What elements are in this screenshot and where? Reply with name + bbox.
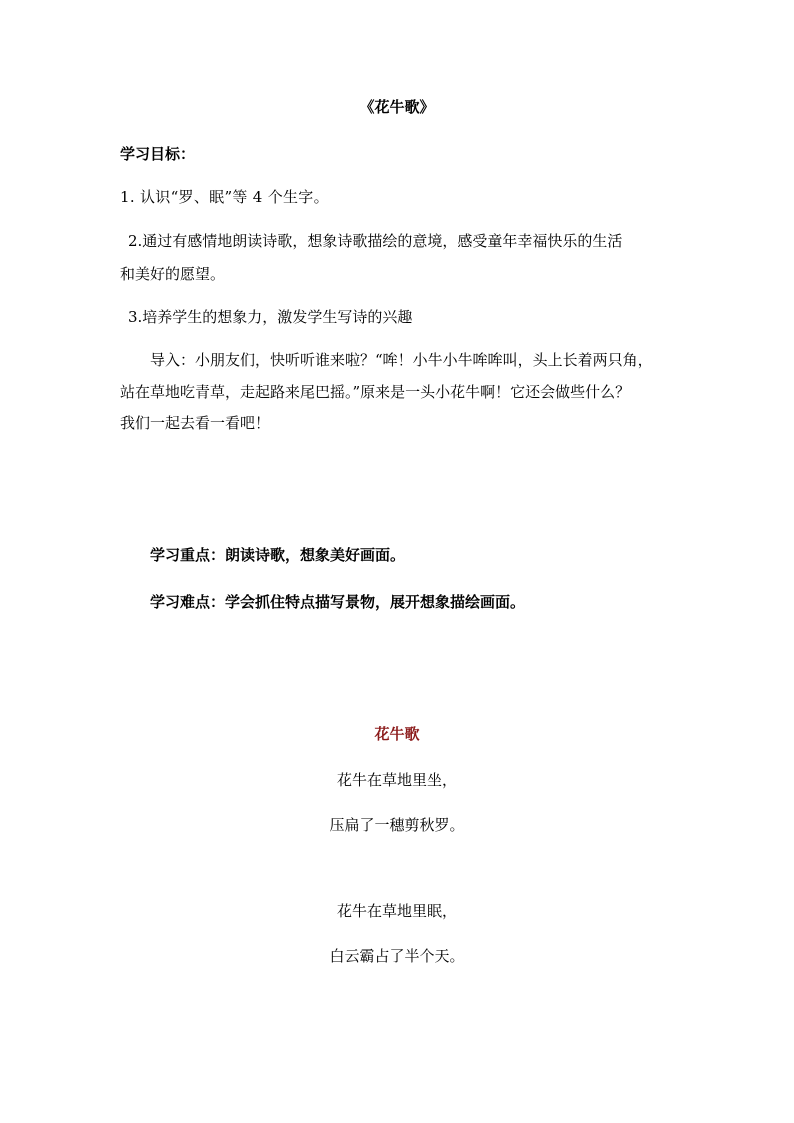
goal-item-3: 3.培养学生的想象力，激发学生写诗的兴趣 (128, 308, 413, 326)
goals-heading: 学习目标： (120, 145, 196, 163)
intro-paragraph-line-2: 站在草地吃青草，走起路来尾巴摇。”原来是一头小花牛啊！它还会做些什么？ (120, 383, 631, 401)
poem-line-1: 花牛在草地里坐， (336, 771, 457, 789)
poem-line-2: 压扁了一穗剪秋罗。 (329, 816, 465, 834)
document-title: 《花牛歌》 (359, 98, 435, 116)
difficulty-point: 学习难点：学会抓住特点描写景物，展开想象描绘画面。 (150, 593, 526, 611)
goal-item-2-continued: 和美好的愿望。 (120, 265, 226, 283)
key-point: 学习重点：朗读诗歌，想象美好画面。 (150, 546, 406, 564)
goal-item-1: 1. 认识“罗、眠”等 4 个生字。 (120, 188, 329, 206)
poem-line-3: 花牛在草地里眠， (336, 902, 457, 920)
goal-item-2: 2.通过有感情地朗读诗歌，想象诗歌描绘的意境，感受童年幸福快乐的生活 (128, 232, 623, 250)
intro-paragraph-line-1: 导入：小朋友们，快听听谁来啦？“哞！小牛小牛哞哞叫，头上长着两只角， (150, 351, 653, 369)
poem-title: 花牛歌 (374, 725, 420, 743)
poem-line-4: 白云霸占了半个天。 (329, 947, 465, 965)
intro-paragraph-line-3: 我们一起去看一看吧！ (120, 414, 271, 432)
